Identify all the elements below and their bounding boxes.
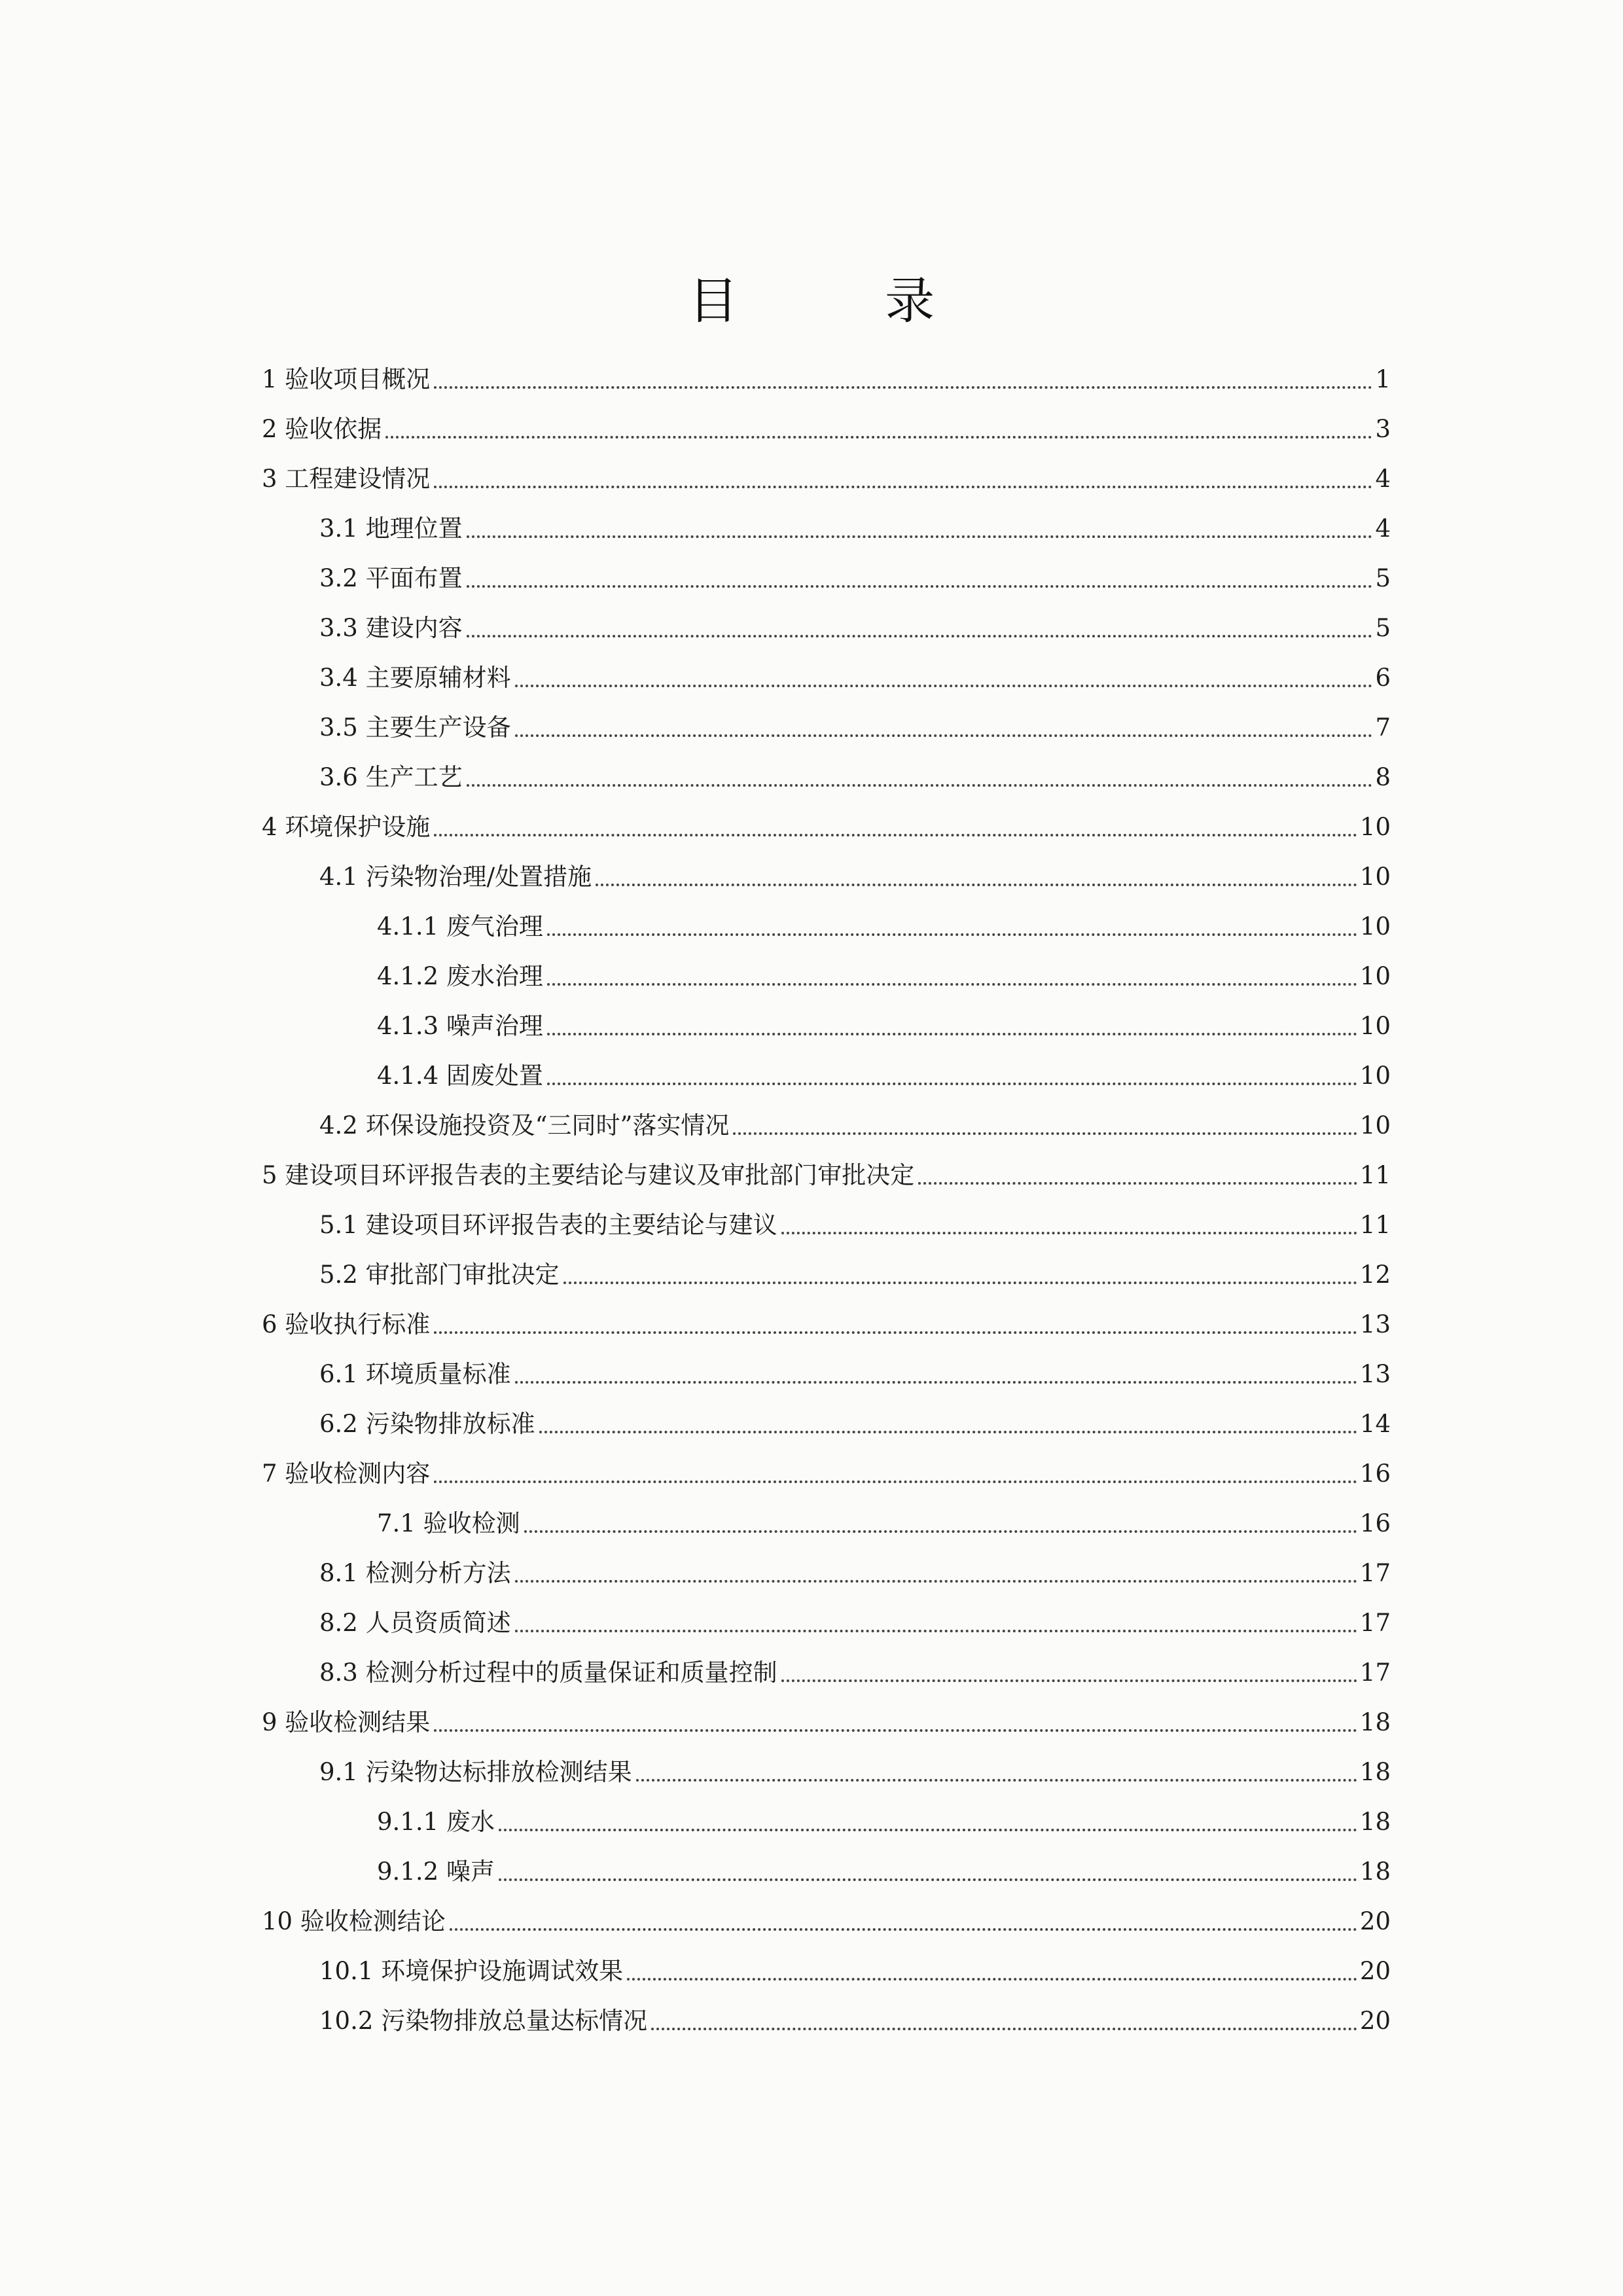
toc-entry[interactable]	[319, 1554, 1391, 1593]
toc-entry-page: 10	[1359, 1062, 1391, 1090]
toc-entry-page: 14	[1359, 1410, 1391, 1438]
toc-entry-label: 1 验收项目概况	[262, 365, 431, 393]
toc-entry-page: 20	[1359, 2007, 1391, 2035]
dot-leader	[547, 933, 1357, 936]
toc-entry-label: 4.1.1 废气治理	[377, 912, 543, 941]
toc-entry-page: 17	[1359, 1609, 1391, 1637]
toc-entry-page: 6	[1375, 664, 1391, 692]
dot-leader	[733, 1132, 1357, 1135]
dot-leader	[434, 1331, 1357, 1334]
dot-leader	[467, 535, 1373, 538]
dot-leader	[450, 1928, 1357, 1931]
toc-entry-page: 4	[1375, 514, 1391, 543]
toc-entry-page: 10	[1359, 813, 1391, 841]
toc-entry-page: 3	[1375, 415, 1391, 443]
toc-entry-label: 9.1.1 废水	[377, 1808, 495, 1836]
toc-entry-label: 4 环境保护设施	[262, 813, 431, 841]
toc-entry-page: 18	[1359, 1808, 1391, 1836]
toc-entry-label: 3.4 主要原辅材料	[319, 664, 511, 692]
toc-entry-label: 6.1 环境质量标准	[319, 1360, 511, 1388]
toc-entry-page: 11	[1359, 1161, 1391, 1189]
toc-entry[interactable]	[319, 1753, 1391, 1792]
toc-entry-page: 18	[1359, 1708, 1391, 1736]
toc-entry-label: 5.2 审批部门审批决定	[319, 1261, 560, 1289]
dot-leader	[434, 834, 1357, 836]
dot-leader	[918, 1182, 1357, 1185]
toc-entry-page: 13	[1359, 1360, 1391, 1388]
dot-leader	[627, 1978, 1357, 1981]
dot-leader	[651, 2028, 1357, 2030]
toc-entry-label: 4.2 环保设施投资及“三同时”落实情况	[319, 1111, 730, 1139]
toc-entry-label: 10 验收检测结论	[262, 1907, 446, 1935]
toc-entry[interactable]	[377, 1852, 1391, 1892]
toc-entry-label: 8.3 检测分析过程中的质量保证和质量控制	[319, 1659, 777, 1687]
toc-entry[interactable]	[262, 1305, 1391, 1344]
toc-entry[interactable]	[319, 1653, 1391, 1693]
dot-leader	[515, 1630, 1357, 1632]
toc-entry-label: 9 验收检测结果	[262, 1708, 431, 1736]
toc-entry-page: 8	[1375, 763, 1391, 791]
dot-leader	[515, 1580, 1357, 1583]
toc-entry-label: 9.1 污染物达标排放检测结果	[319, 1758, 632, 1786]
toc-entry[interactable]	[319, 1355, 1391, 1394]
toc-entry[interactable]	[319, 1604, 1391, 1643]
toc-entry-page: 11	[1359, 1211, 1391, 1239]
dot-leader	[385, 436, 1372, 439]
dot-leader	[547, 1083, 1357, 1085]
toc-entry-label: 8.1 检测分析方法	[319, 1559, 511, 1587]
toc-entry[interactable]	[377, 1007, 1391, 1046]
dot-leader	[524, 1530, 1357, 1533]
toc-entry-label: 7 验收检测内容	[262, 1460, 431, 1488]
toc-entry-page: 20	[1359, 1907, 1391, 1935]
dot-leader	[434, 386, 1372, 389]
toc-entry-label: 4.1.4 固废处置	[377, 1062, 543, 1090]
dot-leader	[467, 784, 1373, 787]
dot-leader	[515, 1381, 1357, 1384]
dot-leader	[467, 585, 1373, 588]
toc-entry-label: 2 验收依据	[262, 415, 382, 443]
dot-leader	[596, 884, 1357, 886]
toc-entry-label: 4.1.2 废水治理	[377, 962, 543, 990]
toc-entry[interactable]	[319, 2001, 1391, 2041]
toc-entry-page: 4	[1375, 465, 1391, 493]
toc-entry-label: 10.1 环境保护设施调试效果	[319, 1957, 624, 1985]
dot-leader	[636, 1779, 1357, 1782]
toc-entry-page: 17	[1359, 1559, 1391, 1587]
toc-title: 目 录	[688, 272, 1001, 330]
toc-entry-page: 10	[1359, 1111, 1391, 1139]
toc-entry[interactable]	[262, 808, 1391, 847]
toc-entry-page: 16	[1359, 1509, 1391, 1537]
toc-entry[interactable]	[319, 1206, 1391, 1245]
toc-entry[interactable]	[377, 907, 1391, 946]
dot-leader	[434, 1729, 1357, 1732]
toc-entry-page: 12	[1359, 1261, 1391, 1289]
toc-entry[interactable]	[319, 708, 1391, 747]
dot-leader	[563, 1282, 1357, 1284]
toc-entry-page: 16	[1359, 1460, 1391, 1488]
toc-entry-page: 13	[1359, 1310, 1391, 1338]
toc-entry-label: 3 工程建设情况	[262, 465, 431, 493]
toc-entry[interactable]	[377, 1056, 1391, 1096]
toc-entry-label: 6.2 污染物排放标准	[319, 1410, 535, 1438]
toc-entry-page: 18	[1359, 1857, 1391, 1886]
toc-entry-page: 5	[1375, 614, 1391, 642]
toc-entry[interactable]	[262, 1454, 1391, 1494]
toc-entry-label: 4.1 污染物治理/处置措施	[319, 863, 592, 891]
toc-entry[interactable]	[262, 1703, 1391, 1742]
toc-entry[interactable]	[262, 1902, 1391, 1941]
toc-entry[interactable]	[319, 609, 1391, 648]
toc-entry[interactable]	[377, 1504, 1391, 1543]
toc-entry-page: 10	[1359, 912, 1391, 941]
dot-leader	[499, 1878, 1357, 1881]
toc-entry-label: 9.1.2 噪声	[377, 1857, 495, 1886]
toc-entry[interactable]	[319, 1106, 1391, 1145]
toc-entry-label: 7.1 验收检测	[377, 1509, 520, 1537]
toc-entry[interactable]	[319, 1952, 1391, 1991]
toc-entry[interactable]	[319, 559, 1391, 598]
toc-entry-label: 4.1.3 噪声治理	[377, 1012, 543, 1040]
toc-entry-label: 6 验收执行标准	[262, 1310, 431, 1338]
dot-leader	[547, 1033, 1357, 1035]
toc-entry-label: 3.6 生产工艺	[319, 763, 463, 791]
toc-entry-page: 20	[1359, 1957, 1391, 1985]
toc-entry-page: 1	[1375, 365, 1391, 393]
toc-entry[interactable]	[319, 758, 1391, 797]
toc-entry[interactable]	[262, 1156, 1391, 1195]
toc-entry-page: 10	[1359, 962, 1391, 990]
toc-entry-page: 10	[1359, 863, 1391, 891]
dot-leader	[434, 1480, 1357, 1483]
toc-entry-label: 10.2 污染物排放总量达标情况	[319, 2007, 648, 2035]
toc-entry-label: 8.2 人员资质简述	[319, 1609, 511, 1637]
dot-leader	[499, 1829, 1357, 1831]
toc-entry-label: 5 建设项目环评报告表的主要结论与建议及审批部门审批决定	[262, 1161, 915, 1189]
toc-entry-page: 17	[1359, 1659, 1391, 1687]
toc-entry[interactable]	[377, 957, 1391, 996]
toc-entry-label: 3.1 地理位置	[319, 514, 463, 543]
dot-leader	[781, 1232, 1357, 1234]
toc-entry[interactable]	[262, 360, 1391, 399]
dot-leader	[547, 983, 1357, 986]
toc-entry[interactable]	[319, 658, 1391, 698]
dot-leader	[467, 635, 1373, 637]
dot-leader	[781, 1679, 1357, 1682]
toc-entry-label: 3.5 主要生产设备	[319, 713, 511, 742]
toc-entry[interactable]	[319, 1255, 1391, 1295]
toc-entry[interactable]	[319, 857, 1391, 897]
dot-leader	[515, 734, 1373, 737]
toc-entry[interactable]	[262, 410, 1391, 449]
toc-entry-page: 5	[1375, 564, 1391, 592]
dot-leader	[539, 1431, 1357, 1433]
toc-entry-page: 10	[1359, 1012, 1391, 1040]
dot-leader	[434, 486, 1372, 488]
toc-entry-label: 5.1 建设项目环评报告表的主要结论与建议	[319, 1211, 777, 1239]
toc-entry[interactable]	[319, 1405, 1391, 1444]
toc-entry-page: 7	[1375, 713, 1391, 742]
toc-entry[interactable]	[262, 459, 1391, 499]
toc-entry-page: 18	[1359, 1758, 1391, 1786]
toc-entry[interactable]	[319, 509, 1391, 548]
toc-entry-label: 3.3 建设内容	[319, 614, 463, 642]
dot-leader	[515, 685, 1373, 687]
toc-entry[interactable]	[377, 1803, 1391, 1842]
toc-entry-label: 3.2 平面布置	[319, 564, 463, 592]
